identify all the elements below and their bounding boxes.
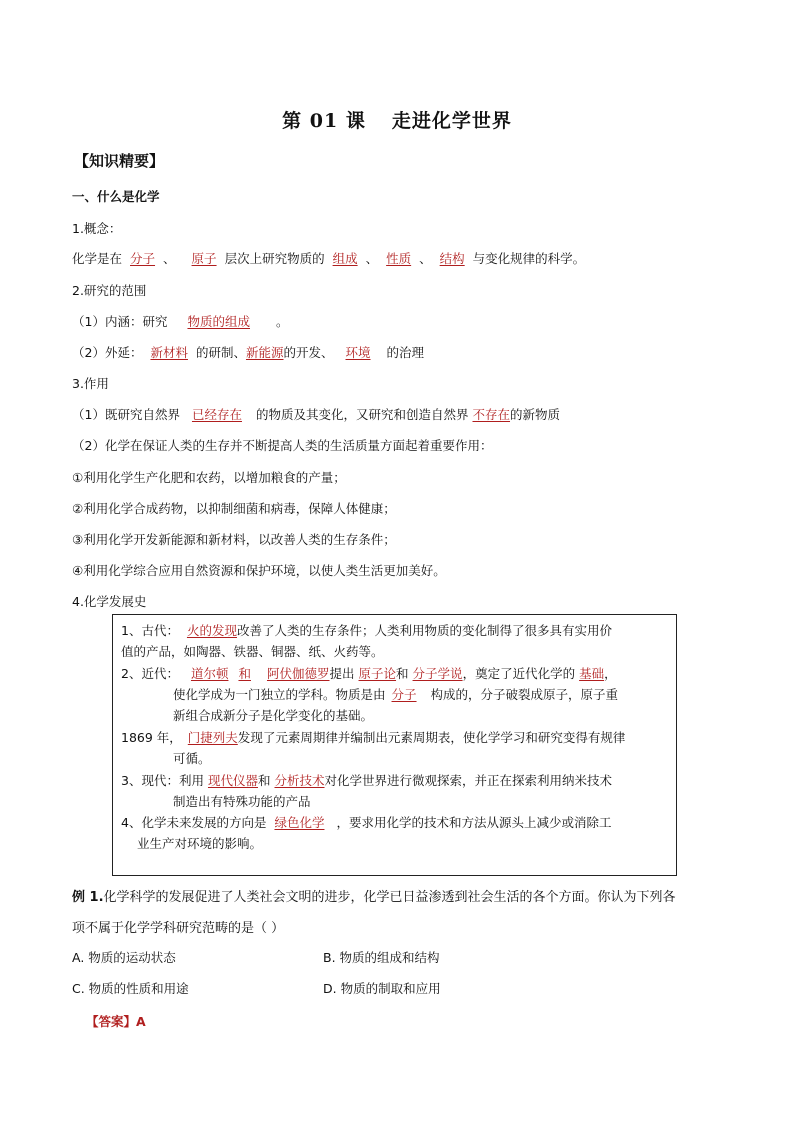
option-b: B. 物质的组成和结构 [323, 950, 440, 965]
blank-already-exists: 已经存在 [191, 407, 242, 422]
option-a: A. 物质的运动状态 [72, 950, 176, 965]
scope-outer-line: （2）外延： 新材料 的研制、新能源的开发、 环境 的治理 [72, 345, 425, 360]
blank-dalton: 道尔顿 [190, 666, 229, 681]
blank-new-energy: 新能源 [245, 345, 284, 360]
history-box [112, 614, 677, 876]
lesson-number: 第 01 课 [282, 110, 366, 132]
blank-molecular-theory: 分子学说 [412, 666, 463, 681]
section-knowledge-heading: 【知识精要】 [74, 152, 165, 170]
blank-molecule-2: 分子 [391, 687, 417, 702]
answer-label: 【答案】 [86, 1014, 137, 1029]
example-1-line-2: 项不属于化学学科研究范畴的是（ ） [72, 921, 285, 936]
blank-avogadro: 阿伏伽德罗 [266, 666, 330, 681]
blank-structure: 结构 [439, 251, 465, 266]
blank-not-exist: 不存在 [472, 407, 511, 422]
scope-label: 2.研究的范围 [72, 283, 147, 298]
example-1-line-1: 例 1.化学科学的发展促进了人类社会文明的进步，化学已日益渗透到社会生活的各个方面。你认为下列各 [72, 890, 676, 905]
role-item-2: ②利用化学合成药物，以抑制细菌和病毒，保障人体健康； [72, 501, 396, 516]
role-item-4: ④利用化学综合应用自然资源和保护环境，以使人类生活更加美好。 [72, 563, 446, 578]
blank-composition: 组成 [332, 251, 358, 266]
history-modern: 2、近代： 道尔顿 和 阿伏伽德罗提出 原子论和 分子学说，奠定了近代化学的 基础， [121, 666, 617, 681]
blank-composition-of-matter: 物质的组成 [187, 314, 250, 329]
concept-line: 化学是在 分子 、 原子 层次上研究物质的 组成 、 性质 、 结构 与变化规律的科学。 [72, 251, 586, 266]
answer [86, 1012, 146, 1030]
role-line-1: （1）既研究自然界 已经存在 的物质及其变化，又研究和创造自然界 不存在的新物质 [72, 407, 561, 422]
history-label: 4.化学发展史 [72, 594, 147, 609]
blank-modern-instruments: 现代仪器 [207, 773, 258, 788]
role-item-1: ①利用化学生产化肥和农药，以增加粮食的产量； [72, 470, 346, 485]
history-ancient: 1、古代： 火的发现改善了人类的生存条件；人类利用物质的变化制得了很多具有实用价 [121, 623, 612, 638]
history-modern-line-3: 新组合成新分子是化学变化的基础。 [173, 708, 374, 723]
concept-label: 1.概念： [72, 221, 122, 236]
history-1869: 1869 年， 门捷列夫发现了元素周期律并编制出元素周期表，使化学学习和研究变得有规律 [121, 730, 626, 745]
page-title [0, 106, 794, 133]
history-future-line-2: 业生产对环境的影响。 [137, 836, 263, 851]
blank-green-chemistry: 绿色化学 [274, 815, 325, 830]
history-contemporary-line-2: 制造出有特殊功能的产品 [173, 794, 311, 809]
blank-atom: 原子 [191, 251, 217, 266]
blank-molecule: 分子 [130, 251, 156, 266]
blank-atomic-theory: 原子论 [358, 666, 397, 681]
role-line-2: （2）化学在保证人类的生存并不断提高人类的生活质量方面起着重要作用： [72, 438, 493, 453]
blank-mendeleev: 门捷列夫 [187, 730, 238, 745]
heading-what-is-chemistry: 一、什么是化学 [72, 189, 160, 204]
history-1869-line-2: 可循。 [173, 751, 211, 766]
role-label: 3.作用 [72, 376, 109, 391]
role-item-3: ③利用化学开发新能源和新材料，以改善人类的生存条件； [72, 532, 396, 547]
answer-value: A [136, 1014, 146, 1029]
blank-new-materials: 新材料 [150, 345, 188, 360]
history-future: 4、化学未来发展的方向是 绿色化学 ，要求用化学的技术和方法从源头上减少或消除工 [121, 815, 612, 830]
option-d: D. 物质的制取和应用 [323, 981, 441, 996]
example-label: 例 1. [72, 890, 104, 905]
blank-analysis-technology: 分析技术 [274, 773, 325, 788]
history-contemporary: 3、现代：利用 现代仪器和 分析技术对化学世界进行微观探索，并正在探索利用纳米技术 [121, 773, 613, 788]
lesson-name: 走进化学世界 [391, 110, 512, 132]
history-modern-line-2: 使化学成为一门独立的学科。物质是由 分子 构成的，分子破裂成原子，原子重 [173, 687, 619, 702]
history-ancient-line-2: 值的产品，如陶器、铁器、铜器、纸、火药等。 [121, 644, 384, 659]
blank-property: 性质 [386, 251, 412, 266]
scope-inner-line: （1）内涵：研究 物质的组成 。 [72, 314, 289, 329]
option-c: C. 物质的性质和用途 [72, 981, 189, 996]
blank-discovery-of-fire: 火的发现 [186, 623, 237, 638]
blank-foundation: 基础 [579, 666, 605, 681]
blank-environment: 环境 [345, 345, 371, 360]
